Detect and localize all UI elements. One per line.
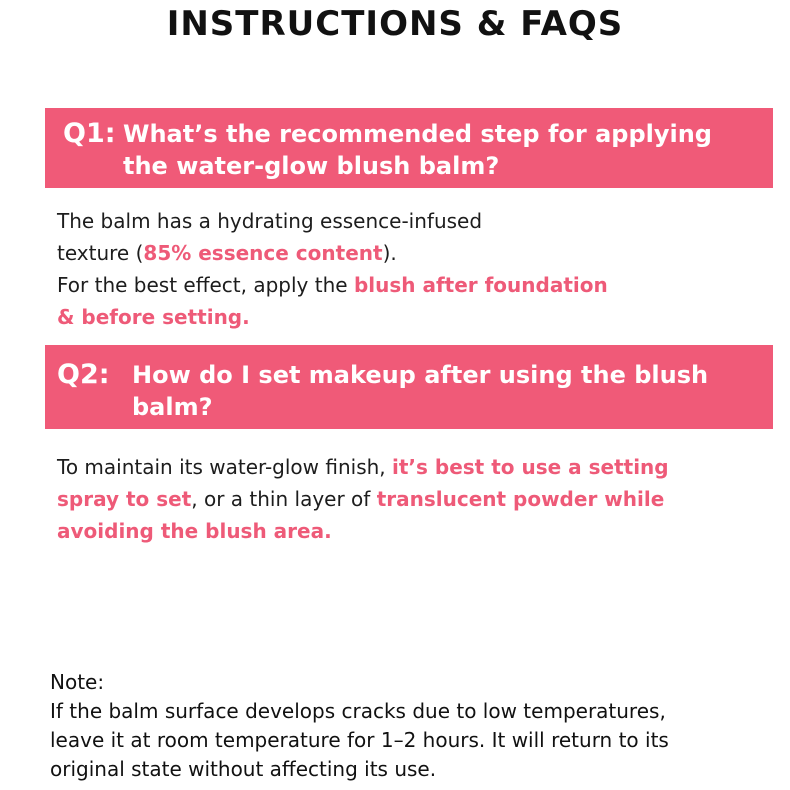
answer-1-line-1 (57, 205, 737, 237)
question-2-line-2: balm? (132, 393, 213, 421)
faq-answer-2 (57, 451, 747, 547)
question-2-text (132, 359, 762, 423)
answer-2-text: To maintain its water-glow finish, (57, 455, 393, 479)
question-2-line-1: How do I set makeup after using the blush (132, 361, 709, 389)
answer-1-highlight: blush after foundation (353, 273, 608, 297)
answer-1-highlight: & before setting. (57, 305, 250, 329)
answer-2-highlight: it’s best to use a setting (392, 455, 669, 479)
question-1-line-1: What’s the recommended step for applying (123, 120, 712, 148)
answer-2-highlight: translucent powder while (376, 487, 665, 511)
answer-1-text: The balm has a hydrating essence-infused (57, 209, 483, 233)
answer-1-text: For the best effect, apply the (57, 273, 354, 297)
answer-2-text: , or a thin layer of (191, 487, 377, 511)
faq-answer-1 (57, 205, 737, 333)
answer-1-line-4 (57, 301, 737, 333)
answer-2-line-3 (57, 515, 747, 547)
note-section (50, 668, 780, 784)
faq-question-1-bar (45, 108, 773, 188)
question-1-label: Q1: (63, 118, 116, 149)
answer-2-line-1 (57, 451, 747, 483)
question-1-line-2: the water-glow blush balm? (123, 152, 500, 180)
answer-1-highlight: 85% essence content (143, 241, 383, 265)
note-line-3: original state without affecting its use. (50, 757, 437, 781)
faq-question-2-bar (45, 345, 773, 429)
answer-2-highlight: spray to set (57, 487, 192, 511)
answer-2-line-2 (57, 483, 747, 515)
page-title: INSTRUCTIONS & FAQS (166, 4, 624, 44)
answer-1-text: ). (382, 241, 397, 265)
note-label: Note: (50, 670, 105, 694)
question-2-label: Q2: (57, 359, 110, 390)
note-line-1: If the balm surface develops cracks due to low temperatures, (50, 699, 666, 723)
answer-1-line-2 (57, 237, 737, 269)
note-line-2: leave it at room temperature for 1–2 hours. It will return to its (50, 728, 669, 752)
answer-1-text: texture ( (57, 241, 144, 265)
answer-2-highlight: avoiding the blush area. (57, 519, 332, 543)
answer-1-line-3 (57, 269, 737, 301)
question-1-text (123, 118, 763, 182)
